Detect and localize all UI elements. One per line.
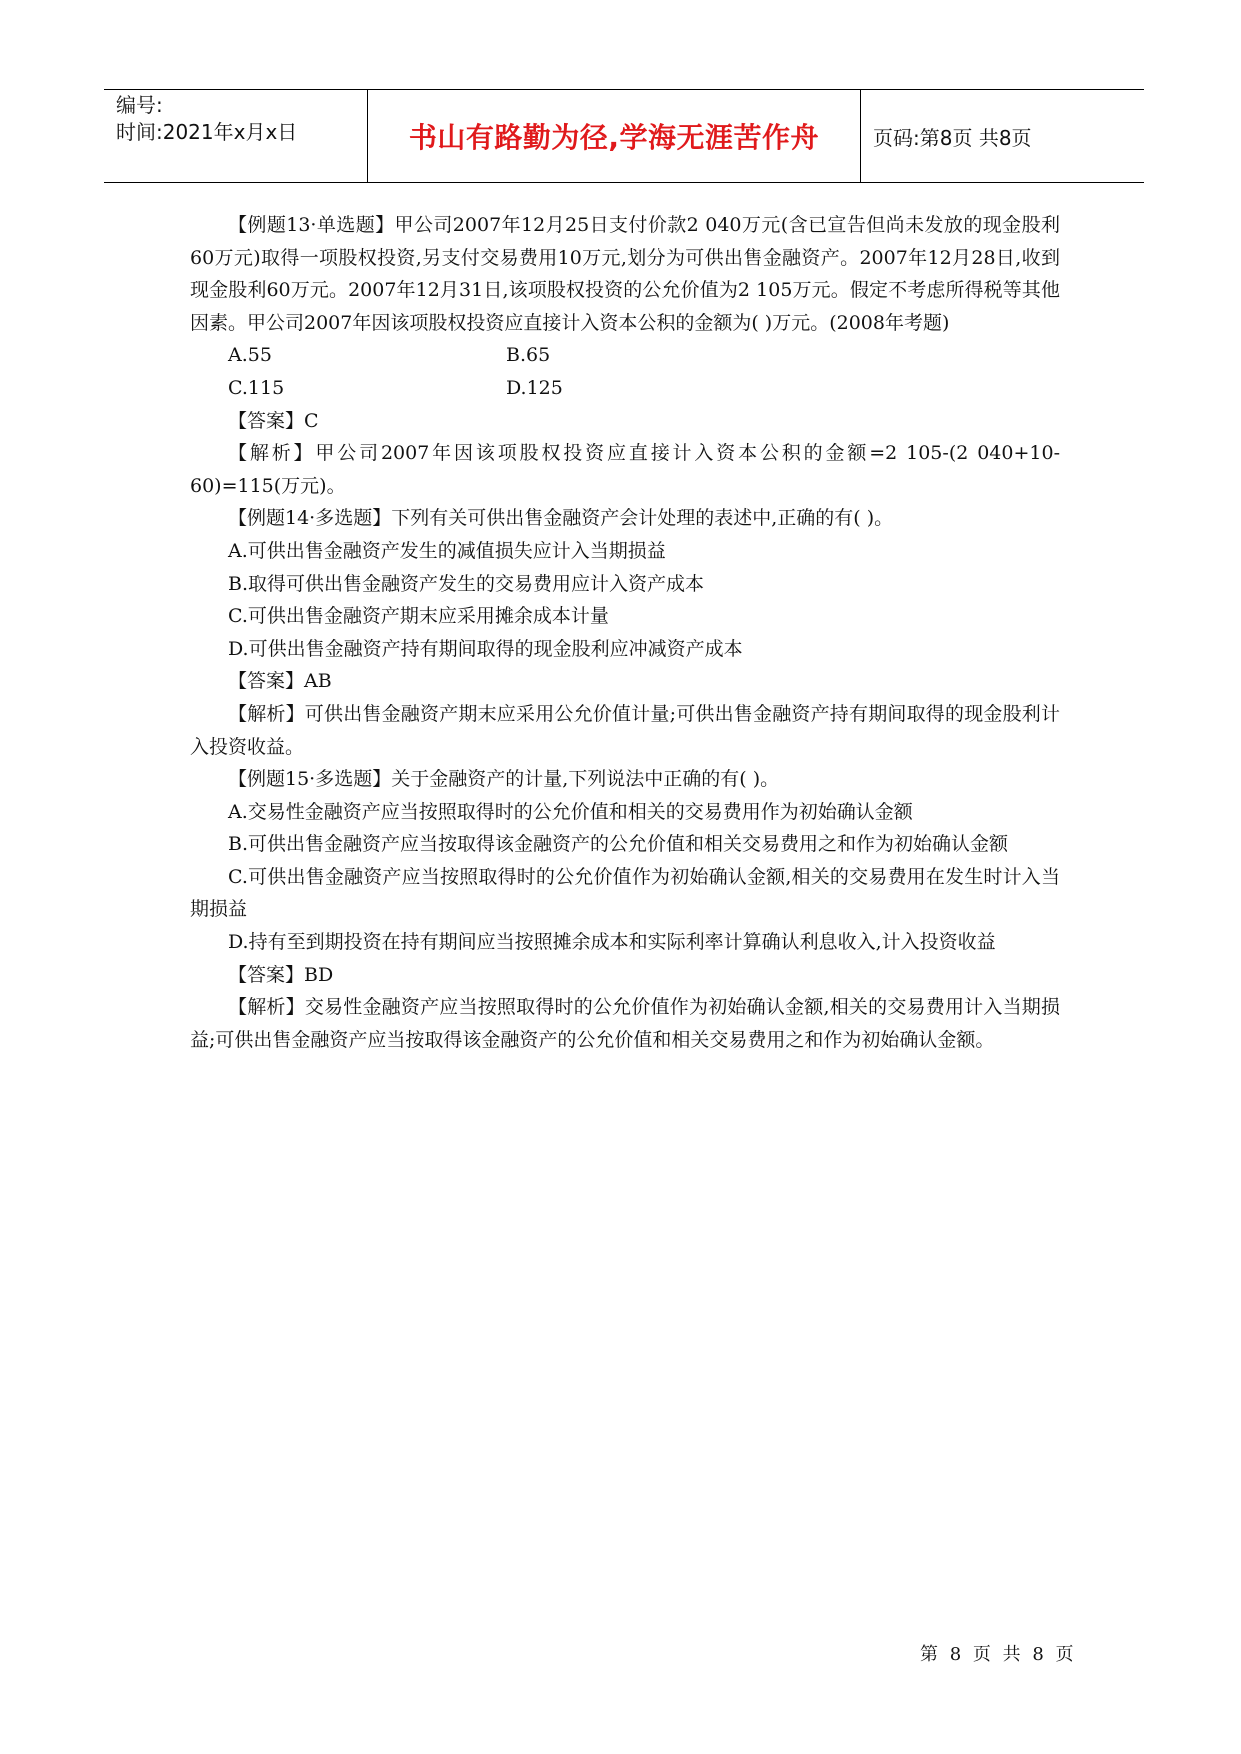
page-footer: 第 8 页 共 8 页	[920, 1644, 1077, 1665]
question-14-option-b: B.取得可供出售金融资产发生的交易费用应计入资产成本	[228, 572, 705, 595]
document-time-label: 时间:2021年x月x日	[116, 120, 298, 144]
question-13-analysis: 【解析】甲公司2007年因该项股权投资应直接计入资本公积的金额=2 105-(2 040+10-60)=115(万元)。	[190, 442, 1060, 497]
question-13-answer: 【答案】C	[228, 409, 319, 432]
question-15-text: 【例题15·多选题】关于金融资产的计量,下列说法中正确的有( )。	[228, 768, 780, 791]
question-13-text: 【例题13·单选题】甲公司2007年12月25日支付价款2 040万元(含已宣告但尚未发放的现金股利60万元)取得一项股权投资,另支付交易费用10万元,划分为可供出售金融资产。2007年12月28日,收到现金股利60万元。2007年12月31日,该项股权投资的公允价值为2 105万元。假定不考虑所得税等其他因素。甲公司2007年因该项股权投资应直接计入资本公积的金额为( )万元。(2008年考题)	[190, 214, 1060, 334]
question-15-option-c: C.可供出售金融资产应当按照取得时的公允价值作为初始确认金额,相关的交易费用在发生时计入当期损益	[190, 865, 1060, 921]
header-page-label: 页码:第8页 共8页	[873, 125, 1032, 150]
question-15-option-d: D.持有至到期投资在持有期间应当按照摊余成本和实际利率计算确认利息收入,计入投资收益	[228, 931, 996, 954]
header-motto: 书山有路勤为径,学海无涯苦作舟	[368, 90, 861, 182]
question-15-analysis: 【解析】交易性金融资产应当按照取得时的公允价值作为初始确认金额,相关的交易费用计入当期损益;可供出售金融资产应当按取得该金融资产的公允价值和相关交易费用之和作为初始确认金额。	[190, 996, 1060, 1051]
question-14-answer: 【答案】AB	[228, 670, 332, 693]
document-number-label: 编号:	[116, 93, 163, 117]
question-15-option-a: A.交易性金融资产应当按照取得时的公允价值和相关的交易费用作为初始确认金额	[228, 800, 913, 823]
question-13-options-row-1	[190, 339, 1060, 372]
question-14-option-d: D.可供出售金融资产持有期间取得的现金股利应冲减资产成本	[228, 637, 743, 660]
question-13-option-a: A.55	[228, 344, 272, 367]
document-body	[190, 209, 1060, 1056]
question-14-option-a: A.可供出售金融资产发生的减值损失应计入当期损益	[228, 539, 666, 562]
question-13-options-row-2	[190, 372, 1060, 405]
header-meta	[104, 90, 368, 182]
question-13-option-b: B.65	[506, 344, 551, 367]
question-13-option-c: C.115	[228, 376, 285, 399]
question-14-analysis: 【解析】可供出售金融资产期末应采用公允价值计量;可供出售金融资产持有期间取得的现金股利计入投资收益。	[190, 702, 1060, 758]
question-14-option-c: C.可供出售金融资产期末应采用摊余成本计量	[228, 605, 609, 628]
question-15-option-b: B.可供出售金融资产应当按取得该金融资产的公允价值和相关交易费用之和作为初始确认金额	[228, 833, 1009, 856]
question-15-answer: 【答案】BD	[228, 963, 334, 986]
question-13-option-d: D.125	[506, 376, 563, 399]
question-14-text: 【例题14·多选题】下列有关可供出售金融资产会计处理的表述中,正确的有( )。	[228, 507, 894, 530]
page-header	[104, 89, 1144, 183]
